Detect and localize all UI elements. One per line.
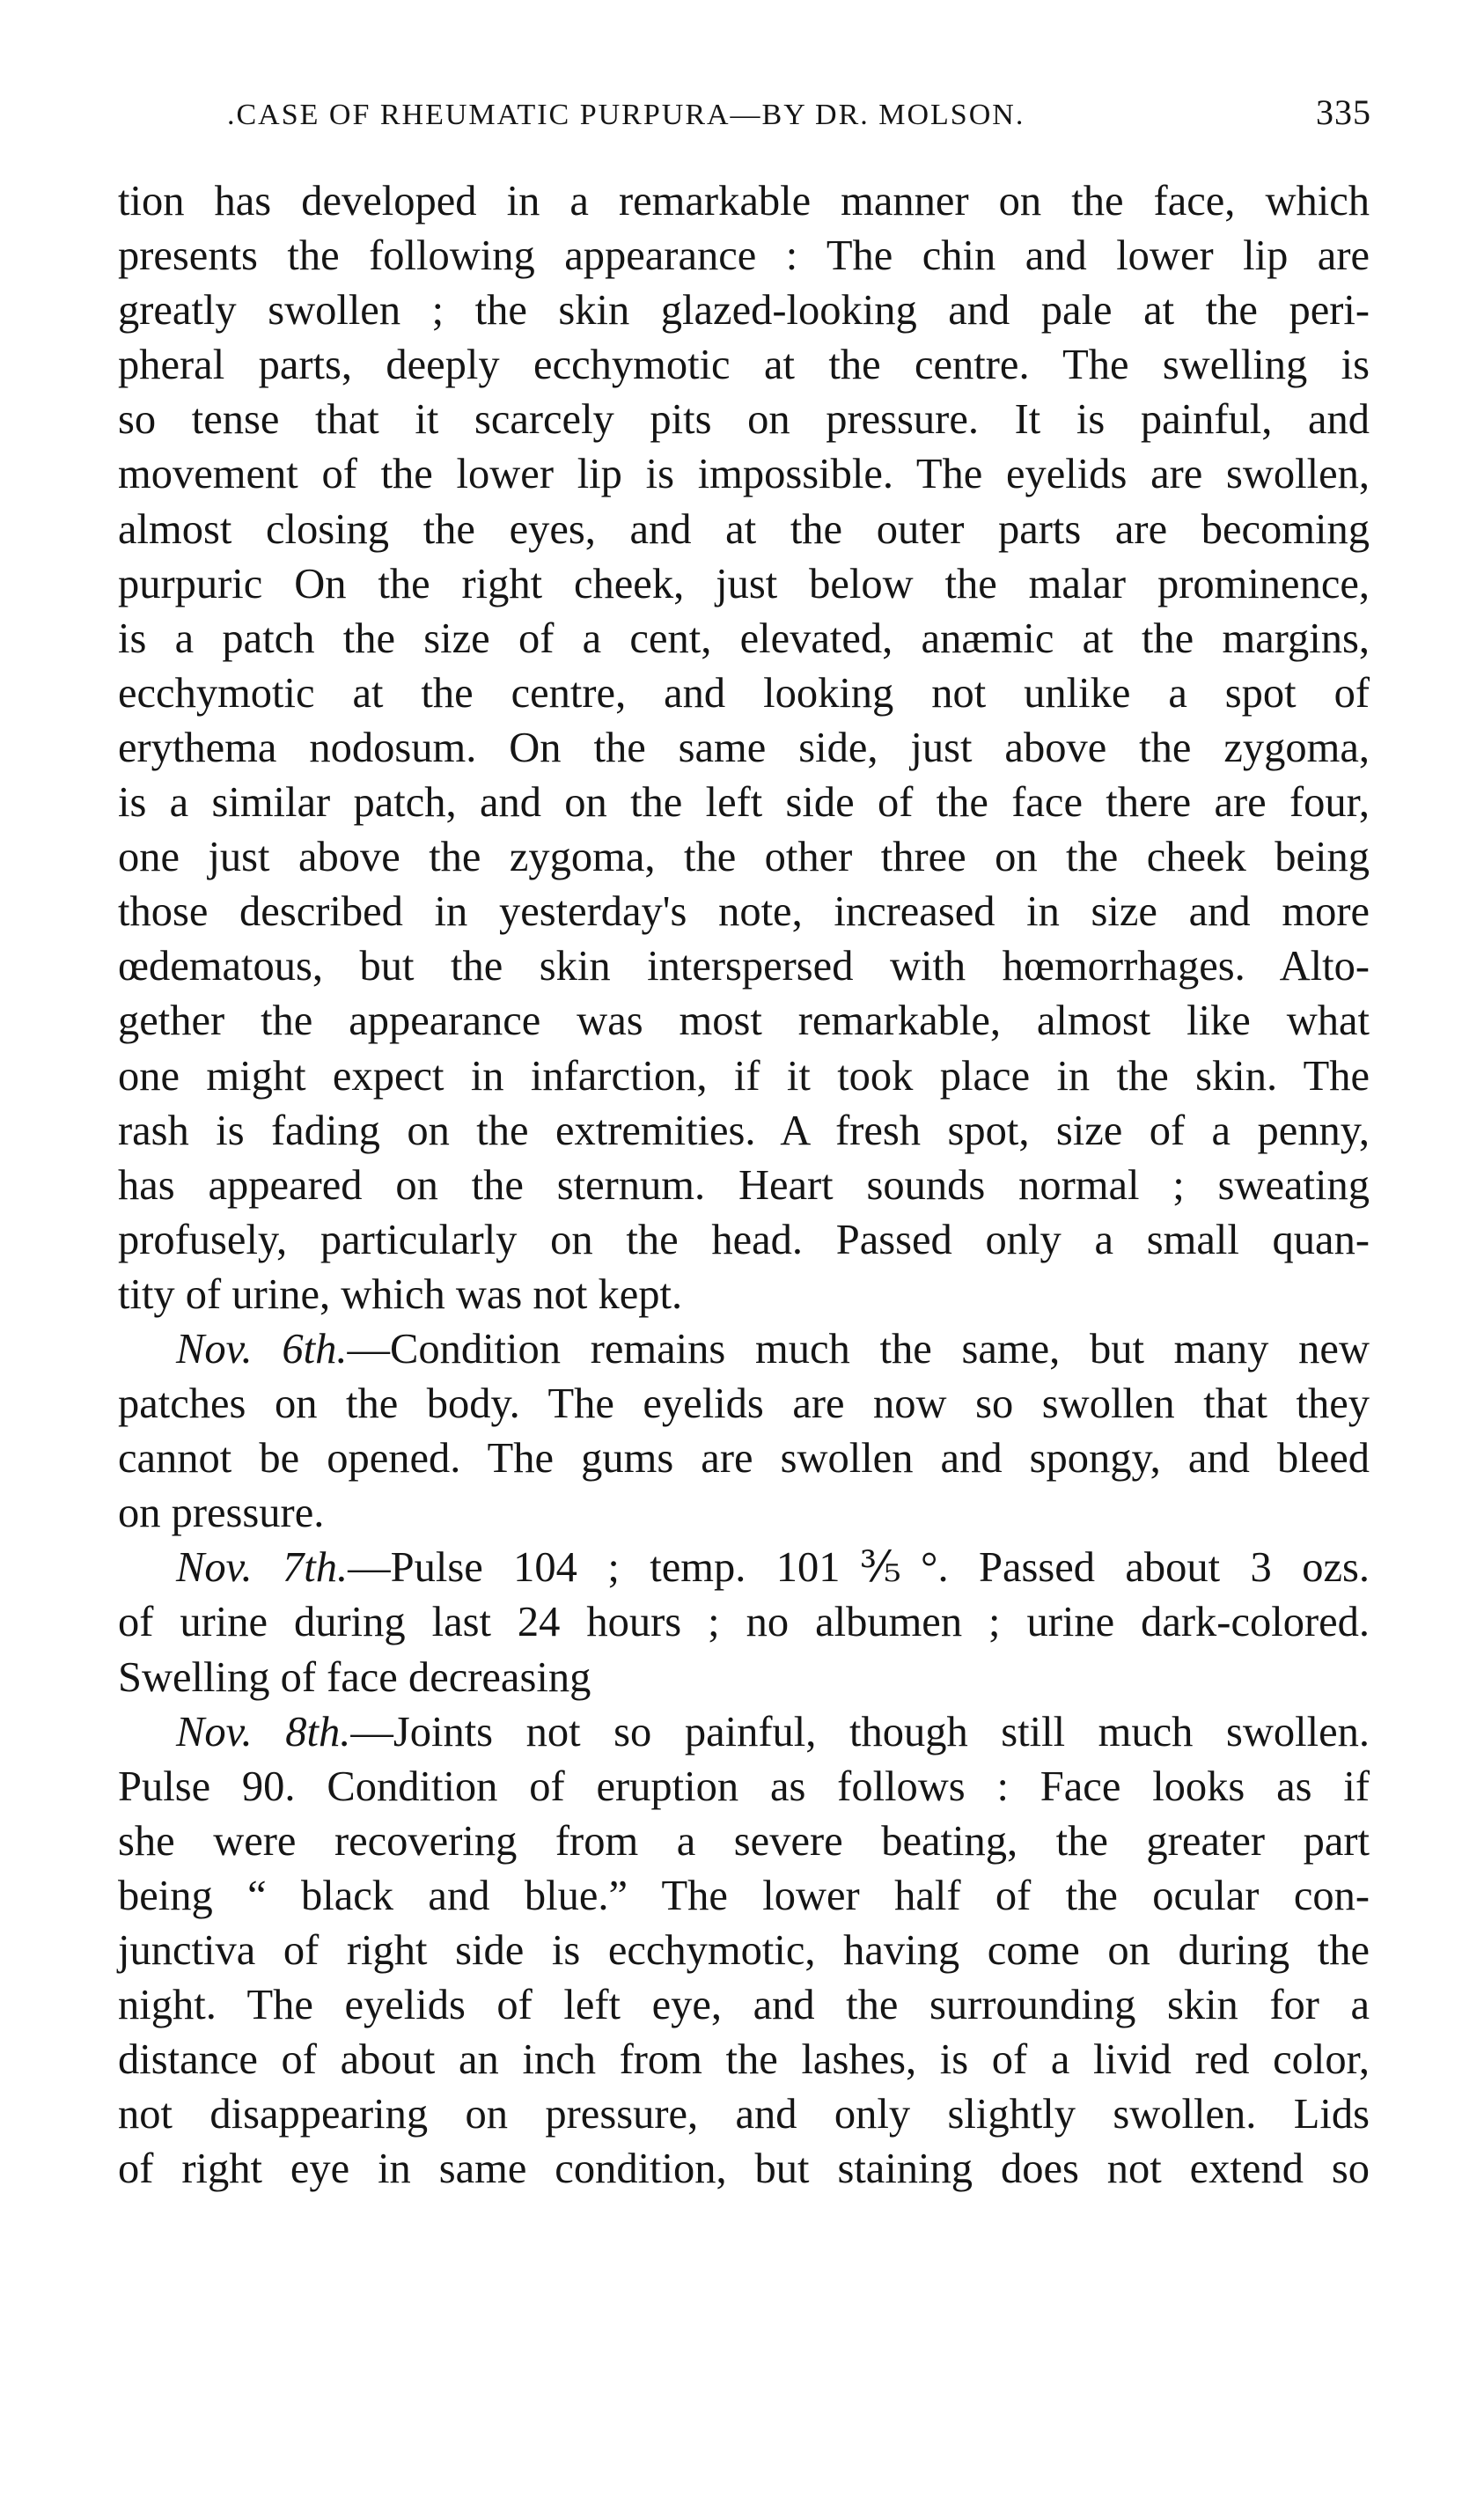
- line-text: purpuric On the right cheek, just below the malar prominence,: [118, 560, 1370, 607]
- line-text: so tense that it scarcely pits on pressure. It is painful, and: [118, 396, 1370, 444]
- text-line: [118, 2033, 1370, 2087]
- text-line: [118, 776, 1370, 830]
- line-text: movement of the lower lip is impossible. The eyelids are swollen,: [118, 451, 1370, 498]
- text-line: [118, 229, 1370, 283]
- line-text: almost closing the eyes, and at the outer parts are becoming: [118, 505, 1370, 553]
- text-line: [118, 1760, 1370, 1814]
- text-line: [118, 1924, 1370, 1978]
- text-line: [118, 1268, 1370, 1322]
- text-line: [118, 557, 1370, 612]
- line-text: night. The eyelids of left eye, and the surrounding skin for a: [118, 1982, 1370, 2029]
- line-text: is a similar patch, and on the left side of the face there are four,: [118, 779, 1370, 827]
- text-line: [118, 1486, 1370, 1541]
- line-text: profusely, particularly on the head. Passed only a small quan-: [118, 1216, 1370, 1263]
- line-text: Pulse 90. Condition of eruption as follows : Face looks as if: [118, 1763, 1370, 1810]
- line-text: not disappearing on pressure, and only slightly swollen. Lids: [118, 2091, 1370, 2138]
- text-line: [118, 1049, 1370, 1104]
- entry-first-line: [118, 1541, 1370, 1595]
- line-text: on pressure.: [118, 1490, 325, 1537]
- line-text: distance of about an inch from the lashes, is of a livid red color,: [118, 2036, 1370, 2084]
- line-text: —Pulse 104 ; temp. 101⅗°. Passed about 3 ozs.: [348, 1544, 1370, 1592]
- line-text: presents the following appearance : The chin and lower lip are: [118, 232, 1370, 280]
- line-text: patches on the body. The eyelids are now so swollen that they: [118, 1380, 1370, 1428]
- running-head-title: .CASE OF RHEUMATIC PURPURA—BY DR. MOLSON.: [227, 99, 1025, 131]
- line-text: —Joints not so painful, though still much swollen.: [350, 1708, 1370, 1755]
- text-line: [118, 1213, 1370, 1268]
- line-text: erythema nodosum. On the same side, just above the zygoma,: [118, 724, 1370, 771]
- line-text: pheral parts, deeply ecchymotic at the centre. The swelling is: [118, 342, 1370, 389]
- page-number: 335: [1316, 92, 1371, 132]
- line-text: one might expect in infarction, if it took place in the skin. The: [118, 1052, 1370, 1100]
- line-text: tion has developed in a remarkable manner on the face, which: [118, 178, 1370, 224]
- text-line: [118, 1978, 1370, 2033]
- body-text: [118, 174, 1370, 2197]
- text-line: [118, 721, 1370, 776]
- line-text: has appeared on the sternum. Heart sounds normal ; sweating: [118, 1161, 1370, 1209]
- line-text: junctiva of right side is ecchymotic, having come on during the: [118, 1927, 1370, 1974]
- line-text: cannot be opened. The gums are swollen and spongy, and bleed: [118, 1435, 1370, 1483]
- line-text: one just above the zygoma, the other three on the cheek being: [118, 834, 1370, 881]
- text-line: [118, 1595, 1370, 1650]
- text-line: [118, 393, 1370, 447]
- entry-first-line: [118, 1322, 1370, 1377]
- line-text: rash is fading on the extremities. A fresh spot, size of a penny,: [118, 1107, 1370, 1154]
- text-line: [118, 885, 1370, 939]
- text-line: [118, 338, 1370, 393]
- line-text: —Condition remains much the same, but many new: [347, 1325, 1370, 1373]
- text-line: [118, 1159, 1370, 1213]
- entry-date: Nov. 6th.: [176, 1325, 348, 1373]
- text-line: [118, 174, 1370, 229]
- text-line: [118, 1651, 1370, 1705]
- text-line: [118, 994, 1370, 1049]
- text-line: [118, 447, 1370, 502]
- line-text: greatly swollen ; the skin glazed-looking and pale at the peri-: [118, 287, 1370, 335]
- line-text: is a patch the size of a cent, elevated, anæmic at the margins,: [118, 615, 1370, 662]
- line-text: she were recovering from a severe beating, the greater part: [118, 1817, 1370, 1865]
- line-text: gether the appearance was most remarkable, almost like what: [118, 997, 1370, 1045]
- line-text: tity of urine, which was not kept.: [118, 1270, 683, 1318]
- text-line: [118, 2142, 1370, 2197]
- text-line: [118, 939, 1370, 994]
- line-text: Swelling of face decreasing: [118, 1653, 591, 1701]
- line-text: œdematous, but the skin interspersed with hœmorrhages. Alto-: [118, 943, 1370, 990]
- line-text: of urine during last 24 hours ; no albumen ; urine dark-colored.: [118, 1599, 1370, 1646]
- text-line: [118, 1104, 1370, 1159]
- line-text: being “ black and blue.” The lower half of the ocular con-: [118, 1872, 1370, 1919]
- entry-first-line: [118, 1705, 1370, 1760]
- text-line: [118, 283, 1370, 338]
- entry-date: Nov. 8th.: [176, 1708, 351, 1755]
- text-line: [118, 1377, 1370, 1431]
- text-line: [118, 503, 1370, 557]
- text-line: [118, 1814, 1370, 1869]
- text-line: [118, 2087, 1370, 2142]
- text-line: [118, 1869, 1370, 1924]
- line-text: those described in yesterday's note, increased in size and more: [118, 888, 1370, 936]
- line-text: of right eye in same condition, but staining does not extend so: [118, 2145, 1370, 2193]
- running-head: [114, 92, 1371, 144]
- entry-date: Nov. 7th.: [176, 1544, 349, 1592]
- text-line: [118, 612, 1370, 666]
- line-text: ecchymotic at the centre, and looking not unlike a spot of: [118, 669, 1370, 717]
- text-line: [118, 666, 1370, 721]
- text-line: [118, 1431, 1370, 1486]
- text-line: [118, 830, 1370, 885]
